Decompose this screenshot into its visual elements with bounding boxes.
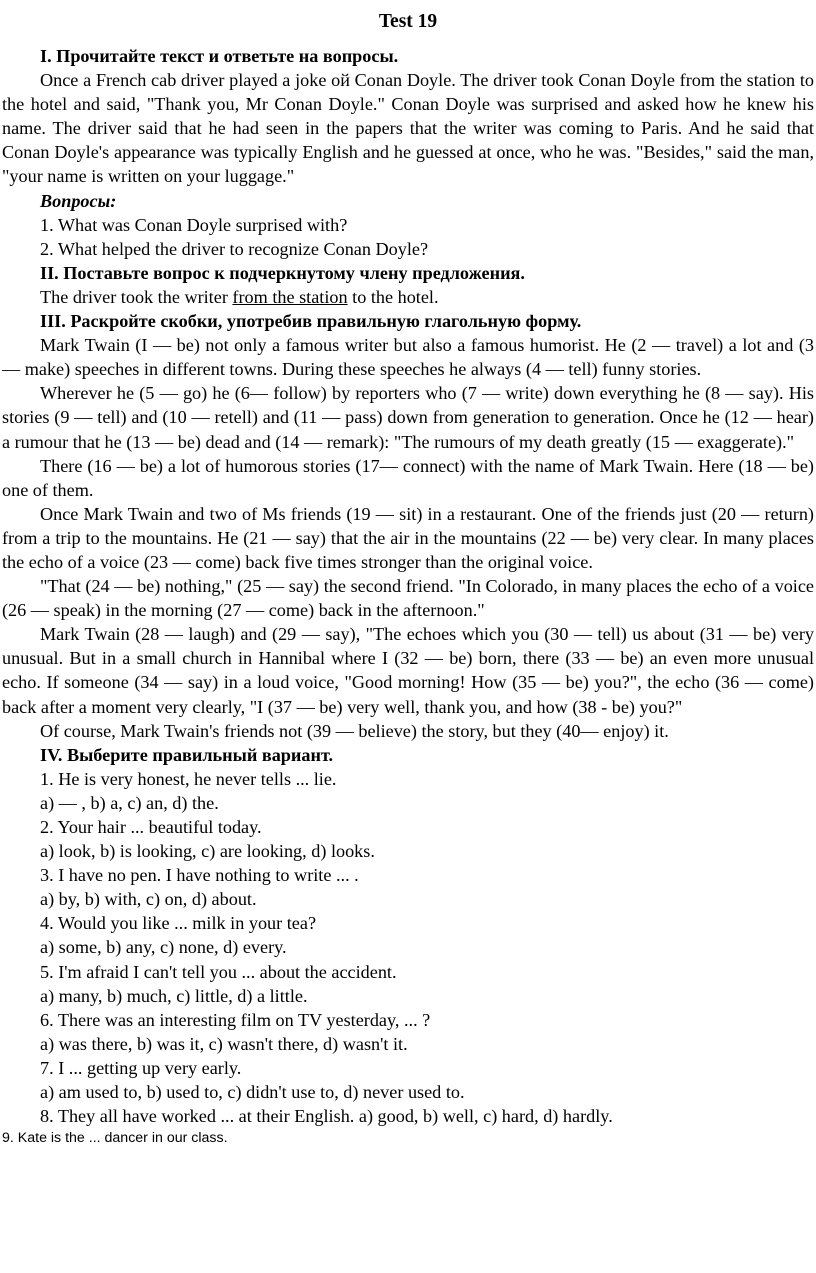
section-3-heading: III. Раскройте скобки, употребив правильную глагольную форму.: [40, 311, 582, 332]
underlined-member: from the station: [232, 286, 348, 307]
section-3-paragraph-7: Of course, Mark Twain's friends not (39 — believe) the story, but they (40— enjoy) it.: [40, 720, 669, 741]
section-3-paragraph-6: Mark Twain (28 — laugh) and (29 — say), "The echoes which you (30 — tell) us about (31 — be) very unusual. But in a small church in Hannibal where I (32 — be) born, there (33 — be) an even more unusual echo. If someone (34 — say) in a loud voice, "Good morning! How (35 — be) you?", the echo (36 — come) back after a moment very clearly, "I (37 — be) very well, thank you, and how (38 - be) you?": [2, 624, 814, 717]
exercise-line: 1. He is very honest, he never tells ... lie.: [40, 768, 337, 789]
questions-label: Вопросы:: [40, 190, 117, 211]
section-2-sentence: [2, 285, 814, 309]
exercise-line: 2. Your hair ... beautiful today.: [40, 817, 262, 837]
section-3-paragraph-2: Wherever he (5 — go) he (6— follow) by reporters who (7 — write) down everything he (8 — say). His stories (9 — tell) and (10 — retell) and (11 — pass) down from generation to generation. Once he (12 — hear) a rumour that he (13 — be) dead and (14 — remark): "The rumours of my death greatly (15 — exaggerate).": [2, 383, 814, 452]
exercise-line: a) look, b) is looking, c) are looking, d) looks.: [40, 841, 375, 862]
exercise-line: 8. They all have worked ... at their English. a) good, b) well, c) hard, d) hardly.: [40, 1106, 613, 1127]
exercise-line: a) by, b) with, c) on, d) about.: [40, 889, 257, 910]
section-4-heading: IV. Выберите правильный вариант.: [40, 744, 334, 765]
section-3-paragraph-5: "That (24 — be) nothing," (25 — say) the second friend. "In Colorado, in many places the echo of a voice (26 — speak) in the morning (27 — come) back in the afternoon.": [2, 576, 814, 621]
section-3-paragraph-1: Mark Twain (I — be) not only a famous writer but also a famous humorist. He (2 — travel) a lot and (3 — make) speeches in different towns. During these speeches he always (4 — tell) funny stories.: [2, 335, 814, 380]
exercise-line: 5. I'm afraid I can't tell you ... about the accident.: [40, 961, 397, 982]
section-3-paragraph-3: There (16 — be) a lot of humorous stories (17— connect) with the name of Mark Twain. Here (18 — be) one of them.: [2, 455, 814, 500]
sentence-part-before: The driver took the writer: [40, 286, 233, 307]
section-1-text: Once a French cab driver played a joke ой Conan Doyle. The driver took Conan Doyle from the station to the hotel and said, "Thank you, Mr Conan Doyle." Conan Doyle was surprised and asked how he knew his name. The driver said that he had seen in the papers that the writer was coming to Paris. And he said that Conan Doyle's appearance was typically English and he guessed at once, who he was. "Besides," said the man, "your name is written on your luggage.": [2, 70, 814, 187]
exercise-line: a) many, b) much, c) little, d) a little.: [40, 985, 308, 1006]
section-1-heading: I. Прочитайте текст и ответьте на вопросы.: [40, 46, 399, 66]
exercise-line: 6. There was an interesting film on TV yesterday, ... ?: [40, 1009, 431, 1030]
sentence-part-after: to the hotel.: [347, 286, 439, 307]
exercise-line: a) some, b) any, c) none, d) every.: [40, 937, 287, 958]
exercise-line: a) — , b) a, c) an, d) the.: [40, 792, 219, 813]
exercise-line: a) am used to, b) used to, c) didn't use to, d) never used to.: [40, 1082, 465, 1103]
section-3-paragraph-4: Once Mark Twain and two of Ms friends (19 — sit) in a restaurant. One of the friends just (20 — return) from a trip to the mountains. He (21 — say) that the air in the mountains (22 — be) very clear. In many places the echo of a voice (23 — come) back five times stronger than the original voice.: [2, 503, 814, 572]
exercise-line-last: 9. Kate is the ... dancer in our class.: [2, 1130, 228, 1147]
question-2: 2. What helped the driver to recognize Conan Doyle?: [40, 238, 429, 259]
section-2-heading: II. Поставьте вопрос к подчеркнутому члену предложения.: [40, 262, 525, 283]
exercise-line: 7. I ... getting up very early.: [40, 1057, 242, 1078]
exercise-line: 3. I have no pen. I have nothing to write ... .: [40, 865, 359, 886]
exercise-line: 4. Would you like ... milk in your tea?: [40, 913, 317, 934]
exercise-line: a) was there, b) was it, c) wasn't there, d) wasn't it.: [40, 1033, 408, 1054]
question-1: 1. What was Conan Doyle surprised with?: [40, 214, 348, 235]
page-title: Test 19: [378, 11, 438, 32]
